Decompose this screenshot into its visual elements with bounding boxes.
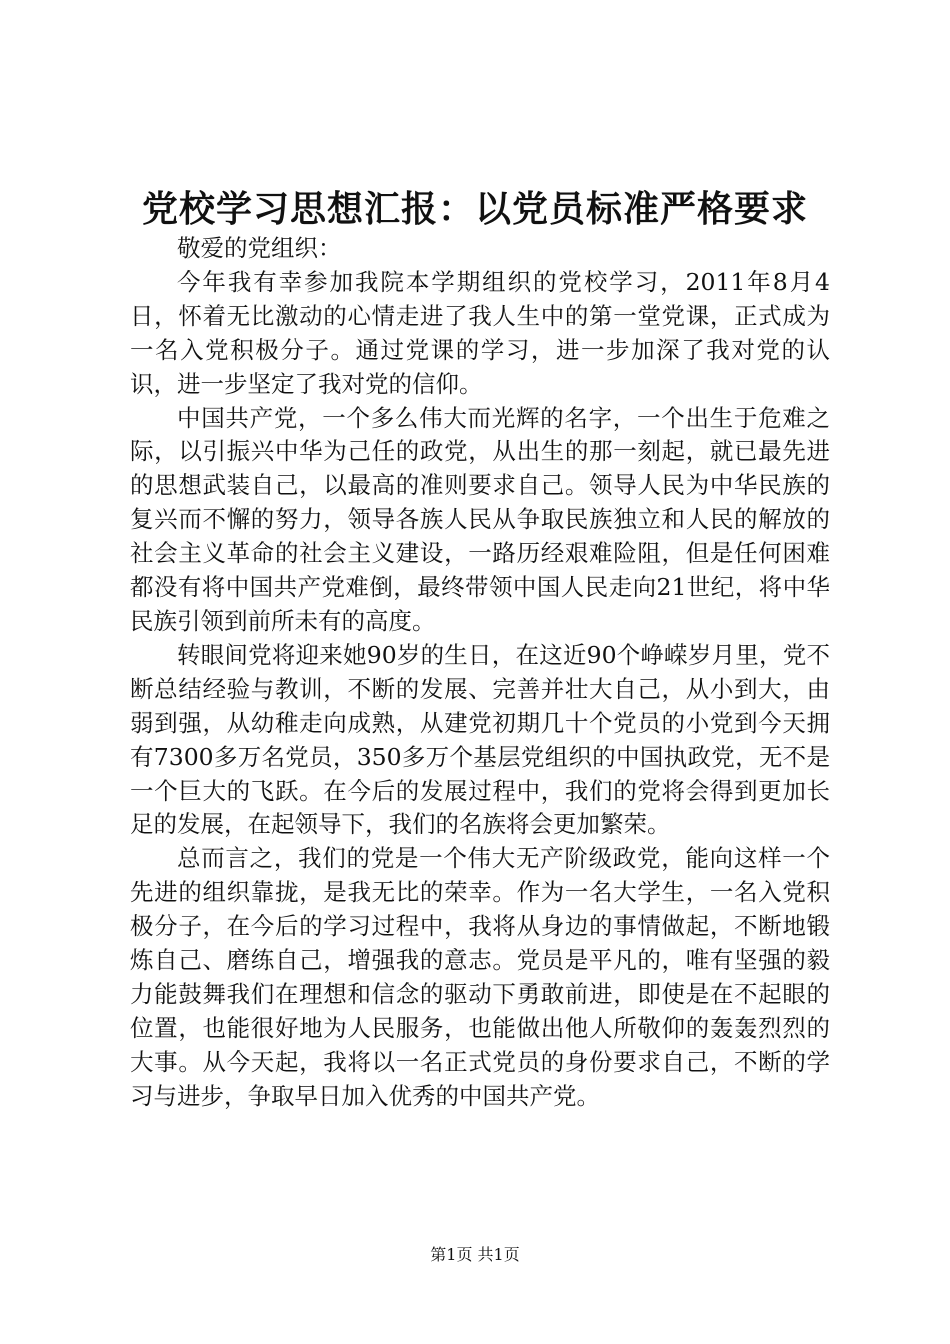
paragraph-2: 中国共产党，一个多么伟大而光辉的名字，一个出生于危难之际，以引振兴中华为己任的政党，从出生的那一刻起，就已最先进的思想武装自己，以最高的准则要求自己。领导人民为中华民族的复兴而不懈的努力，领导各族人民从争取民族独立和人民的解放的社会主义革命的社会主义建设，一路历经艰难险阻，但是任何困难都没有将中国共产党难倒，最终带领中国人民走向21世纪，将中华民族引领到前所未有的高度。 [130,403,830,635]
paragraph-1: 今年我有幸参加我院本学期组织的党校学习，2011年8月4日，怀着无比激动的心情走进了我人生中的第一堂党课，正式成为一名入党积极分子。通过党课的学习，进一步加深了我对党的认识，进一步坚定了我对党的信仰。 [130,267,830,398]
page-footer: 第1页 共1页 [430,1245,520,1264]
paragraph-3: 转眼间党将迎来她90岁的生日，在这近90个峥嵘岁月里，党不断总结经验与教训，不断的发展、完善并壮大自己，从小到大，由弱到强，从幼稚走向成熟，从建党初期几十个党员的小党到今天拥有7300多万名党员，350多万个基层党组织的中国执政党，无不是一个巨大的飞跃。在今后的发展过程中，我们的党将会得到更加长足的发展，在起领导下，我们的名族将会更加繁荣。 [130,640,830,839]
document-title: 党校学习思想汇报：以党员标准严格要求 [141,188,808,230]
paragraph-4: 总而言之，我们的党是一个伟大无产阶级政党，能向这样一个先进的组织靠拢，是我无比的荣幸。作为一名大学生，一名入党积极分子，在今后的学习过程中，我将从身边的事情做起，不断地锻炼自己、磨练自己，增强我的意志。党员是平凡的，唯有坚强的毅力能鼓舞我们在理想和信念的驱动下勇敢前进，即使是在不起眼的位置，也能很好地为人民服务，也能做出他人所敬仰的轰轰烈烈的大事。从今天起，我将以一名正式党员的身份要求自己，不断的学习与进步，争取早日加入优秀的中国共产党。 [130,844,830,1110]
document-body [130,232,830,1114]
salutation: 敬爱的党组织： [177,234,342,262]
